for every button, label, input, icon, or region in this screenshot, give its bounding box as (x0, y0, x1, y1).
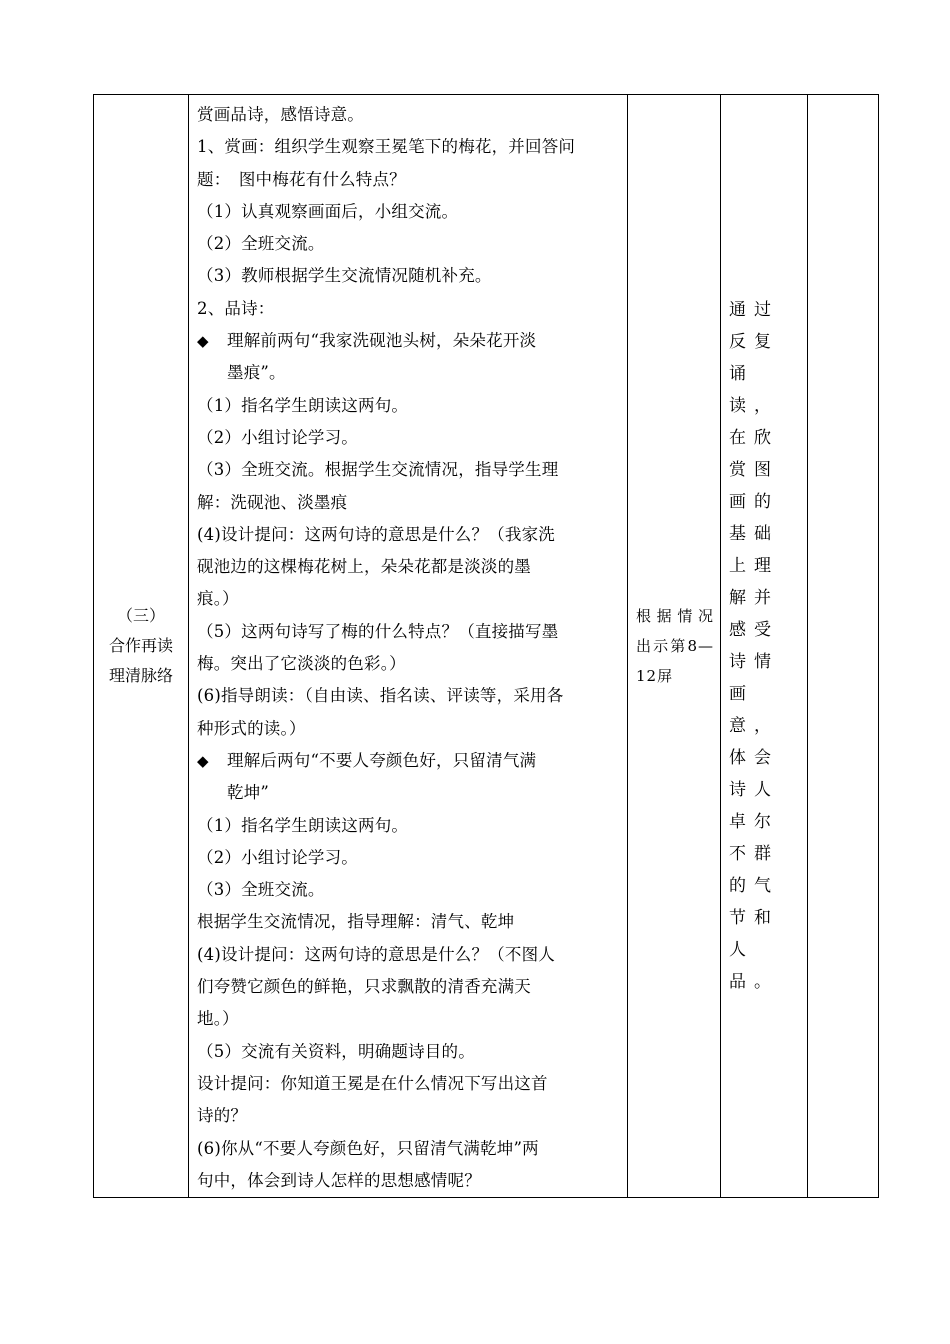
content-line (197, 842, 621, 874)
stage-label-1: （三） (116, 606, 165, 626)
content-line-text: 痕。） (197, 589, 239, 609)
content-line-text: 理解后两句“不要人夸颜色好，只留清气满 (227, 750, 537, 770)
content-line (197, 390, 621, 422)
content-line-text: 题： 图中梅花有什么特点？ (197, 169, 406, 189)
content-line (197, 1100, 621, 1132)
content-line (197, 454, 621, 486)
diamond-bullet-icon: ◆ (197, 751, 209, 770)
content-line-text: 赏画品诗，感悟诗意。 (197, 105, 364, 124)
content-line (197, 260, 621, 292)
content-line-text: 根据学生交流情况，指导理解：清气、乾坤 (197, 912, 515, 932)
content-line (197, 551, 621, 583)
content-line (197, 196, 621, 228)
content-line (197, 325, 621, 357)
content-line (197, 939, 621, 971)
content-line-text: 乾坤” (227, 783, 270, 803)
content-line-text: （2）全班交流。 (197, 234, 325, 254)
content-line-text: （1）认真观察画面后，小组交流。 (197, 201, 459, 221)
content-line-text: （5）这两句诗写了梅的什么特点？（直接描写墨 (197, 621, 559, 641)
content-line (197, 164, 621, 196)
content-line (197, 648, 621, 680)
content-line-text: （3）全班交流。根据学生交流情况，指导学生理 (197, 460, 559, 480)
content-line-text: 墨痕”。 (227, 363, 286, 383)
content-line-text: （1）指名学生朗读这两句。 (197, 815, 409, 835)
content-line (197, 810, 621, 842)
content-line (197, 293, 621, 325)
content-line (197, 99, 621, 131)
content-line-text: （1）指名学生朗读这两句。 (197, 395, 409, 415)
intent-text: 通过反复诵读，在欣赏图画的基础上理解并感受诗情画意，体会诗人卓尔不群的气节和人品。 (729, 300, 779, 993)
content-line (197, 487, 621, 519)
content-line (197, 777, 621, 809)
media-text: 根据情况出示第8—12屏 (636, 607, 714, 686)
content-line (197, 1133, 621, 1165)
content-line-text: 理解前两句“我家洗砚池头树，朵朵花开淡 (227, 331, 537, 351)
content-line-text: 地。） (197, 1009, 239, 1029)
content-line (197, 228, 621, 260)
content-line-text: (4)设计提问：这两句诗的意思是什么？（我家洗 (197, 524, 555, 544)
content-line (197, 422, 621, 454)
table-row (94, 95, 879, 1198)
extra-cell (808, 95, 879, 1198)
diamond-bullet-icon: ◆ (197, 332, 209, 351)
content-line-text: （3）全班交流。 (197, 880, 325, 900)
content-line-text: (6)指导朗读：（自由读、指名读、评读等，采用各 (197, 686, 564, 706)
stage-cell (94, 95, 189, 1198)
content-line (197, 1165, 621, 1197)
content-line-text: 句中，体会到诗人怎样的思想感情呢？ (197, 1170, 481, 1190)
content-line-text: (6)你从“不要人夸颜色好，只留清气满乾坤”两 (197, 1138, 539, 1158)
content-line (197, 906, 621, 938)
content-line (197, 971, 621, 1003)
content-line-text: (4)设计提问：这两句诗的意思是什么？（不图人 (197, 944, 555, 964)
content-line (197, 874, 621, 906)
media-cell (628, 95, 721, 1198)
content-line-text: （2）小组讨论学习。 (197, 427, 358, 447)
content-line-text: 解：洗砚池、淡墨痕 (197, 492, 348, 512)
content-lines (197, 99, 621, 1197)
content-line (197, 357, 621, 389)
content-line (197, 745, 621, 777)
content-line-text: 种形式的读。） (197, 718, 306, 738)
content-line-text: 1、赏画：组织学生观察王冕笔下的梅花，并回答问 (197, 137, 576, 157)
content-line (197, 131, 621, 163)
content-line-text: 们夸赞它颜色的鲜艳，只求飘散的清香充满天 (197, 977, 531, 997)
content-line (197, 713, 621, 745)
content-line (197, 680, 621, 712)
content-line (197, 1003, 621, 1035)
content-line (197, 616, 621, 648)
stage-label-3: 理清脉络 (108, 666, 173, 686)
content-line-text: 设计提问：你知道王冕是在什么情况下写出这首 (197, 1073, 548, 1093)
content-line-text: 砚池边的这棵梅花树上，朵朵花都是淡淡的墨 (197, 557, 531, 577)
content-line (197, 583, 621, 615)
content-line (197, 519, 621, 551)
content-line-text: （2）小组讨论学习。 (197, 847, 358, 867)
lesson-plan-table (93, 94, 879, 1198)
stage-label-2: 合作再读 (108, 636, 173, 656)
content-line (197, 1068, 621, 1100)
content-cell (189, 95, 628, 1198)
content-line (197, 1036, 621, 1068)
content-line-text: （5）交流有关资料，明确题诗目的。 (197, 1041, 475, 1061)
content-line-text: （3）教师根据学生交流情况随机补充。 (197, 266, 492, 286)
content-line-text: 诗的？ (197, 1106, 248, 1126)
intent-cell (721, 95, 808, 1198)
content-line-text: 梅。突出了它淡淡的色彩。） (197, 654, 406, 674)
content-line-text: 2、品诗： (197, 298, 275, 318)
